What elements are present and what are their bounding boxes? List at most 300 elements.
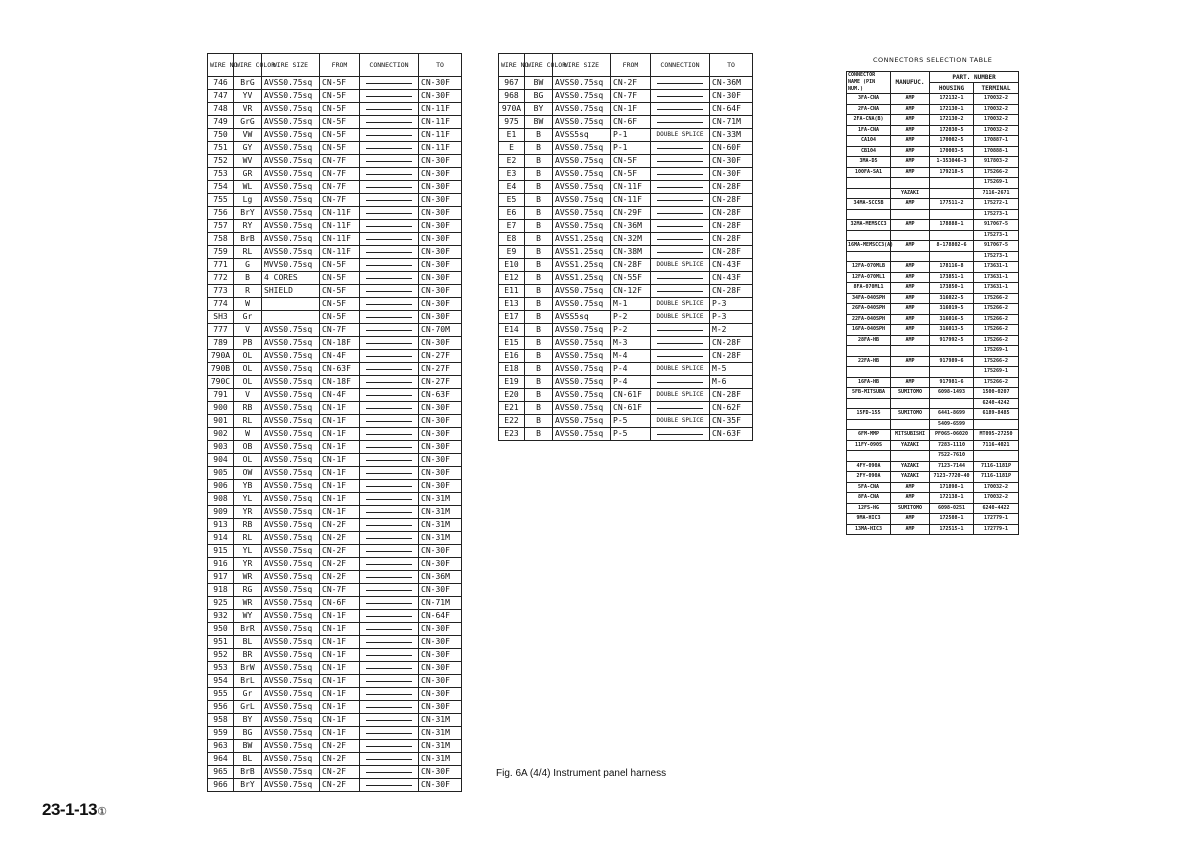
cell-wire-no: 965 xyxy=(208,766,234,779)
cell-wire-color: RY xyxy=(234,220,262,233)
table-row xyxy=(847,325,1019,336)
cell-from: CN-2F xyxy=(320,571,360,584)
cell-terminal: 175269-1 xyxy=(974,346,1019,357)
cell-connection xyxy=(360,116,419,129)
cell-wire-size: AVSS0.75sq xyxy=(262,506,320,519)
cell-wire-size: AVSS0.75sq xyxy=(262,103,320,116)
cell-wire-color: OB xyxy=(234,441,262,454)
cell-wire-no: E21 xyxy=(499,402,525,415)
cell-connector-name: 9MA-HIC3 xyxy=(847,514,891,525)
table-row xyxy=(208,714,462,727)
cell-wire-color: B xyxy=(525,207,553,220)
cell-connection xyxy=(360,675,419,688)
page-number xyxy=(42,800,106,820)
cell-wire-size: AVSS0.75sq xyxy=(553,402,611,415)
cell-connection xyxy=(651,103,710,116)
cell-from: P-2 xyxy=(611,311,651,324)
table-row xyxy=(499,181,753,194)
cell-wire-no: E20 xyxy=(499,389,525,402)
cell-connector-name: 3MA-D5 xyxy=(847,157,891,168)
cell-from: CN-29F xyxy=(611,207,651,220)
cell-housing xyxy=(930,398,974,409)
cell-from: CN-5F xyxy=(320,142,360,155)
table-row xyxy=(847,482,1019,493)
cell-housing xyxy=(930,209,974,220)
cell-manufacturer: AMP xyxy=(891,167,930,178)
cell-wire-no: 915 xyxy=(208,545,234,558)
cell-wire-color: OL xyxy=(234,454,262,467)
cell-wire-size: AVSS0.75sq xyxy=(262,675,320,688)
cell-to: CN-11F xyxy=(419,116,462,129)
cell-wire-no: 967 xyxy=(499,77,525,90)
cell-wire-color: R xyxy=(234,285,262,298)
table-row xyxy=(847,167,1019,178)
cell-wire-no: E14 xyxy=(499,324,525,337)
cell-wire-color: BW xyxy=(525,77,553,90)
cell-wire-size: AVSS0.75sq xyxy=(262,415,320,428)
cell-from: CN-5F xyxy=(611,155,651,168)
cell-from: CN-1F xyxy=(320,402,360,415)
cell-wire-no: 749 xyxy=(208,116,234,129)
cell-wire-no: 905 xyxy=(208,467,234,480)
cell-wire-size: AVSS0.75sq xyxy=(262,753,320,766)
cell-from: CN-1F xyxy=(320,428,360,441)
cell-manufacturer: AMP xyxy=(891,524,930,535)
cell-to: CN-27F xyxy=(419,376,462,389)
cell-from: CN-11F xyxy=(611,181,651,194)
cell-from: CN-38M xyxy=(611,246,651,259)
cell-to: CN-30F xyxy=(419,675,462,688)
connection-line xyxy=(366,512,412,513)
cell-from: CN-18F xyxy=(320,337,360,350)
cell-wire-color: YL xyxy=(234,493,262,506)
cell-wire-color: B xyxy=(525,428,553,441)
table-row xyxy=(208,610,462,623)
cell-manufacturer: AMP xyxy=(891,262,930,273)
cell-wire-color: YL xyxy=(234,545,262,558)
cell-wire-no: 755 xyxy=(208,194,234,207)
cell-wire-color: VR xyxy=(234,103,262,116)
cell-connector-name: 100FA-SA1 xyxy=(847,167,891,178)
connection-line xyxy=(366,382,412,383)
cell-to: CN-28F xyxy=(710,389,753,402)
connection-line xyxy=(657,408,703,409)
cell-wire-no: 917 xyxy=(208,571,234,584)
connection-line xyxy=(657,109,703,110)
cell-manufacturer: YAZAKI xyxy=(891,461,930,472)
cell-wire-color: WL xyxy=(234,181,262,194)
cell-wire-color: BL xyxy=(234,636,262,649)
cell-from: CN-11F xyxy=(611,194,651,207)
table-row xyxy=(208,688,462,701)
table-row xyxy=(208,662,462,675)
cell-manufacturer: AMP xyxy=(891,293,930,304)
cell-wire-color: RB xyxy=(234,402,262,415)
table-row xyxy=(208,558,462,571)
cell-wire-no: E4 xyxy=(499,181,525,194)
cell-connection xyxy=(360,480,419,493)
connection-line xyxy=(366,772,412,773)
connection-line xyxy=(657,161,703,162)
cell-connection xyxy=(360,597,419,610)
table-row xyxy=(847,377,1019,388)
cell-connector-name xyxy=(847,230,891,241)
cell-wire-color: BrB xyxy=(234,233,262,246)
cell-to: M-2 xyxy=(710,324,753,337)
cell-wire-color: B xyxy=(525,246,553,259)
cell-wire-no: 906 xyxy=(208,480,234,493)
table-row xyxy=(499,246,753,259)
cell-from: CN-5F xyxy=(320,259,360,272)
table-row xyxy=(847,178,1019,189)
cell-from: CN-2F xyxy=(320,779,360,792)
connection-line xyxy=(366,174,412,175)
cell-to: CN-30F xyxy=(419,168,462,181)
cell-wire-no: E12 xyxy=(499,272,525,285)
table-row xyxy=(847,524,1019,535)
table-row xyxy=(847,398,1019,409)
cell-wire-size: AVSS0.75sq xyxy=(262,714,320,727)
cell-to: CN-36M xyxy=(710,77,753,90)
cell-wire-color: OW xyxy=(234,467,262,480)
cell-to: CN-33M xyxy=(710,129,753,142)
cell-connection xyxy=(360,129,419,142)
figure-caption: Fig. 6A (4/4) Instrument panel harness xyxy=(496,768,667,779)
cell-terminal: 170032-2 xyxy=(974,125,1019,136)
cell-wire-color: YR xyxy=(234,558,262,571)
cell-wire-size: AVSS0.75sq xyxy=(553,428,611,441)
cell-wire-size: AVSS0.75sq xyxy=(262,610,320,623)
cell-wire-color: WV xyxy=(234,155,262,168)
cell-manufacturer: AMP xyxy=(891,493,930,504)
connection-line xyxy=(366,304,412,305)
table-row xyxy=(847,94,1019,105)
table-row xyxy=(847,272,1019,283)
cell-wire-no: 951 xyxy=(208,636,234,649)
cell-wire-no: 790A xyxy=(208,350,234,363)
cell-wire-size: AVSS0.75sq xyxy=(262,493,320,506)
table-row xyxy=(847,335,1019,346)
cell-wire-size: AVSS0.75sq xyxy=(262,220,320,233)
cell-housing: 6098-0251 xyxy=(930,503,974,514)
cell-connection xyxy=(360,285,419,298)
cell-connection xyxy=(360,649,419,662)
cell-wire-color: RL xyxy=(234,532,262,545)
cell-from: CN-6F xyxy=(320,597,360,610)
cell-terminal: 175273-1 xyxy=(974,209,1019,220)
cell-to: CN-31M xyxy=(419,506,462,519)
cell-to: CN-28F xyxy=(710,194,753,207)
cell-wire-size: AVSS0.75sq xyxy=(262,688,320,701)
cell-to: CN-27F xyxy=(419,363,462,376)
cell-to: CN-30F xyxy=(419,402,462,415)
cell-to: CN-30F xyxy=(419,181,462,194)
cell-to: CN-30F xyxy=(419,155,462,168)
cell-manufacturer: MITSUBISHI xyxy=(891,430,930,441)
table-row xyxy=(847,230,1019,241)
cell-wire-no: 968 xyxy=(499,90,525,103)
cell-wire-color: B xyxy=(525,142,553,155)
table-row xyxy=(847,188,1019,199)
cell-wire-size: AVSS0.75sq xyxy=(553,155,611,168)
cell-wire-color: BY xyxy=(525,103,553,116)
cell-to: CN-30F xyxy=(419,779,462,792)
cell-from: CN-7F xyxy=(320,168,360,181)
cell-connection xyxy=(360,363,419,376)
table-row xyxy=(208,77,462,90)
table-row xyxy=(208,350,462,363)
cell-connection xyxy=(360,493,419,506)
cell-wire-size: AVSS1.25sq xyxy=(553,259,611,272)
cell-to: CN-30F xyxy=(419,337,462,350)
cell-to: CN-30F xyxy=(419,584,462,597)
connection-line xyxy=(366,590,412,591)
cell-from: CN-1F xyxy=(320,493,360,506)
cell-from: CN-4F xyxy=(320,389,360,402)
cell-wire-no: E16 xyxy=(499,350,525,363)
cell-wire-size: AVSS0.75sq xyxy=(262,623,320,636)
cell-wire-size: AVSS0.75sq xyxy=(262,168,320,181)
cell-wire-size: AVSS0.75sq xyxy=(262,571,320,584)
cell-to: CN-71M xyxy=(710,116,753,129)
cell-wire-color: BL xyxy=(234,753,262,766)
cell-from: CN-5F xyxy=(320,90,360,103)
table-row xyxy=(499,311,753,324)
header-manufacturer: MANUFUC. xyxy=(891,72,930,94)
cell-housing: 172030-5 xyxy=(930,125,974,136)
cell-connection xyxy=(360,740,419,753)
cell-terminal: 175266-2 xyxy=(974,167,1019,178)
connection-line xyxy=(366,148,412,149)
cell-connector-name xyxy=(847,188,891,199)
cell-to: CN-30F xyxy=(419,415,462,428)
cell-to: CN-27F xyxy=(419,350,462,363)
cell-connection xyxy=(651,324,710,337)
table-row xyxy=(208,220,462,233)
cell-connection xyxy=(360,779,419,792)
cell-to: CN-30F xyxy=(710,90,753,103)
cell-wire-size: AVSS0.75sq xyxy=(262,389,320,402)
cell-connection xyxy=(360,415,419,428)
cell-connection xyxy=(360,350,419,363)
cell-to: CN-63F xyxy=(419,389,462,402)
cell-wire-color: BrR xyxy=(234,623,262,636)
table-row xyxy=(208,168,462,181)
cell-from: M-3 xyxy=(611,337,651,350)
cell-connector-name xyxy=(847,346,891,357)
table-row xyxy=(208,376,462,389)
cell-wire-no: 772 xyxy=(208,272,234,285)
cell-wire-color: B xyxy=(525,337,553,350)
cell-terminal: 175273-1 xyxy=(974,230,1019,241)
cell-housing: 178116-8 xyxy=(930,262,974,273)
cell-connection xyxy=(360,246,419,259)
cell-wire-size: AVSS0.75sq xyxy=(262,77,320,90)
table-row xyxy=(208,467,462,480)
cell-terminal: 170032-2 xyxy=(974,104,1019,115)
cell-wire-size: AVSS0.75sq xyxy=(262,597,320,610)
table-row xyxy=(208,415,462,428)
table-row xyxy=(499,194,753,207)
cell-to: CN-30F xyxy=(419,298,462,311)
cell-wire-no: E15 xyxy=(499,337,525,350)
page-number-text: 23-1-13 xyxy=(42,800,98,819)
header-housing: HOUSING xyxy=(930,83,974,94)
cell-connection xyxy=(360,168,419,181)
cell-wire-size: AVSS0.75sq xyxy=(262,636,320,649)
connection-line xyxy=(366,603,412,604)
table-row xyxy=(208,740,462,753)
cell-to: CN-30F xyxy=(419,688,462,701)
cell-terminal: 175266-2 xyxy=(974,325,1019,336)
cell-wire-no: 963 xyxy=(208,740,234,753)
cell-wire-color: B xyxy=(525,129,553,142)
cell-to: CN-28F xyxy=(710,337,753,350)
cell-terminal: 1500-0207 xyxy=(974,388,1019,399)
cell-to: CN-30F xyxy=(419,194,462,207)
connection-line xyxy=(657,330,703,331)
table-row xyxy=(208,649,462,662)
cell-wire-color: WR xyxy=(234,571,262,584)
table-row xyxy=(208,272,462,285)
cell-manufacturer: AMP xyxy=(891,241,930,252)
cell-from: CN-1F xyxy=(320,610,360,623)
cell-from: P-4 xyxy=(611,376,651,389)
cell-to: CN-30F xyxy=(710,168,753,181)
cell-wire-color: B xyxy=(525,285,553,298)
table-row xyxy=(499,116,753,129)
cell-connector-name: 5FB-MITSUBA xyxy=(847,388,891,399)
cell-terminal: 175266-2 xyxy=(974,293,1019,304)
cell-terminal xyxy=(974,419,1019,430)
cell-terminal: 170032-2 xyxy=(974,493,1019,504)
cell-manufacturer xyxy=(891,398,930,409)
cell-wire-no: E13 xyxy=(499,298,525,311)
header-from: FROM xyxy=(611,54,651,77)
connection-line xyxy=(366,252,412,253)
cell-manufacturer: YAZAKI xyxy=(891,440,930,451)
table-row xyxy=(847,388,1019,399)
cell-housing: 316016-5 xyxy=(930,314,974,325)
cell-wire-size: AVSS0.75sq xyxy=(262,116,320,129)
connection-line xyxy=(366,486,412,487)
cell-from: CN-5F xyxy=(320,285,360,298)
connection-line xyxy=(366,395,412,396)
connection-line xyxy=(657,278,703,279)
cell-connector-name xyxy=(847,209,891,220)
cell-manufacturer: SUMITOMO xyxy=(891,503,930,514)
cell-wire-no: 916 xyxy=(208,558,234,571)
cell-wire-color: B xyxy=(525,220,553,233)
cell-housing xyxy=(930,230,974,241)
cell-to: CN-30F xyxy=(419,90,462,103)
table-row xyxy=(208,337,462,350)
cell-wire-no: 754 xyxy=(208,181,234,194)
cell-wire-size: AVSS0.75sq xyxy=(553,207,611,220)
cell-connector-name: 22FA-HB xyxy=(847,356,891,367)
connection-line xyxy=(657,239,703,240)
cell-connection xyxy=(360,467,419,480)
cell-to: CN-63F xyxy=(710,428,753,441)
cell-connection xyxy=(360,623,419,636)
table-row xyxy=(208,155,462,168)
cell-connector-name: 16MA-MEMSCC3(A) xyxy=(847,241,891,252)
connection-line xyxy=(657,122,703,123)
cell-wire-no: 913 xyxy=(208,519,234,532)
cell-from: CN-1F xyxy=(320,480,360,493)
cell-connection xyxy=(360,766,419,779)
cell-wire-color: W xyxy=(234,298,262,311)
table-row xyxy=(499,155,753,168)
table-row xyxy=(208,428,462,441)
cell-to: CN-60F xyxy=(710,142,753,155)
cell-connection xyxy=(360,259,419,272)
cell-wire-size: AVSS0.75sq xyxy=(262,467,320,480)
cell-terminal: 170032-2 xyxy=(974,115,1019,126)
table-row xyxy=(847,304,1019,315)
cell-wire-no: 955 xyxy=(208,688,234,701)
cell-wire-size: AVSS0.75sq xyxy=(262,194,320,207)
cell-connection xyxy=(360,610,419,623)
cell-wire-size: AVSS0.75sq xyxy=(553,285,611,298)
table-row xyxy=(847,367,1019,378)
cell-to: CN-30F xyxy=(419,467,462,480)
cell-from: CN-55F xyxy=(611,272,651,285)
cell-connector-name: 4FY-090A xyxy=(847,461,891,472)
cell-connection xyxy=(360,727,419,740)
header-to: TO xyxy=(710,54,753,77)
table-row xyxy=(208,519,462,532)
cell-from: CN-18F xyxy=(320,376,360,389)
cell-connection xyxy=(651,181,710,194)
cell-connection xyxy=(651,142,710,155)
connection-line xyxy=(366,564,412,565)
cell-wire-size: AVSS0.75sq xyxy=(553,337,611,350)
cell-terminal: 175266-2 xyxy=(974,304,1019,315)
cell-wire-no: 952 xyxy=(208,649,234,662)
cell-wire-size: AVSS0.75sq xyxy=(262,740,320,753)
cell-wire-color: V xyxy=(234,324,262,337)
table-row xyxy=(499,402,753,415)
cell-manufacturer: AMP xyxy=(891,125,930,136)
cell-from: CN-61F xyxy=(611,402,651,415)
table-row xyxy=(208,116,462,129)
cell-connection xyxy=(360,233,419,246)
connection-line xyxy=(657,83,703,84)
cell-wire-size: AVSS0.75sq xyxy=(262,402,320,415)
cell-manufacturer xyxy=(891,367,930,378)
table-row xyxy=(208,129,462,142)
table-row xyxy=(499,207,753,220)
cell-wire-no: 975 xyxy=(499,116,525,129)
cell-terminal: 6189-8485 xyxy=(974,409,1019,420)
cell-wire-no: 759 xyxy=(208,246,234,259)
cell-wire-color: B xyxy=(234,272,262,285)
cell-housing: 170003-5 xyxy=(930,146,974,157)
cell-wire-size: AVSS1.25sq xyxy=(553,233,611,246)
cell-manufacturer: AMP xyxy=(891,199,930,210)
cell-wire-size: AVSS0.75sq xyxy=(553,194,611,207)
table-row xyxy=(208,753,462,766)
cell-wire-color: OL xyxy=(234,363,262,376)
cell-terminal: 7116-4021 xyxy=(974,440,1019,451)
cell-from: CN-2F xyxy=(320,753,360,766)
header-wire-color: WIRE COLOR xyxy=(234,54,262,77)
table-row xyxy=(847,157,1019,168)
cell-wire-no: 950 xyxy=(208,623,234,636)
header-connection: CONNECTION xyxy=(360,54,419,77)
wire-table-header xyxy=(208,54,462,77)
